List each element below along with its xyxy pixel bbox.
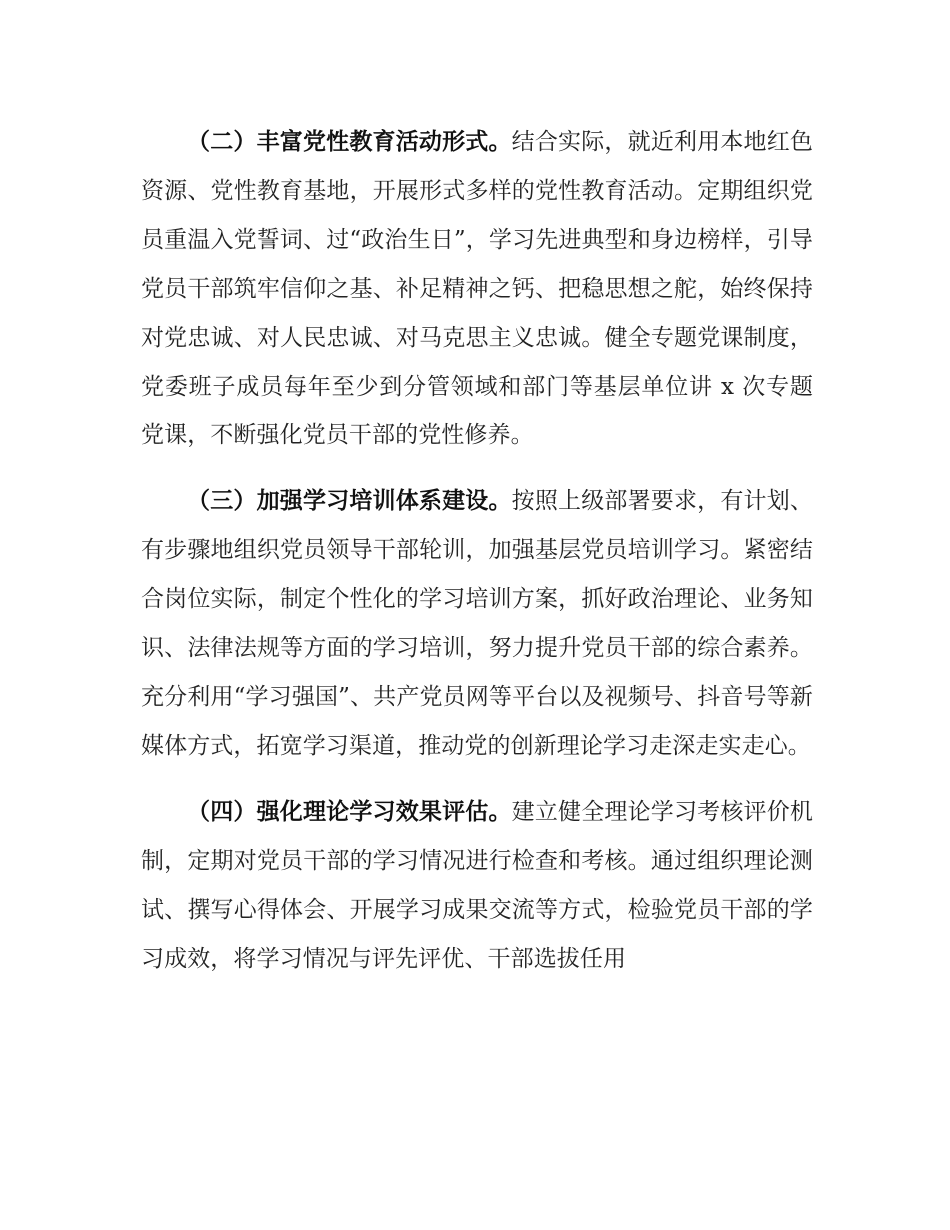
paragraph-heading: （二）丰富党性教育活动形式。	[187, 129, 512, 155]
paragraph-learning-evaluation	[141, 788, 813, 984]
paragraph-training-system	[141, 477, 813, 770]
paragraph-text: 建立健全理论学习考核评价机制，定期对党员干部的学习情况进行检查和考核。通过组织理论测试、撰写心得体会、开展学习成果交流等方式，检验党员干部的学习成效，将学习情况与评先评优、干部选拔任用	[141, 798, 813, 972]
paragraph-text: 结合实际，就近利用本地红色资源、党性教育基地，开展形式多样的党性教育活动。定期组织党员重温入党誓词、过“政治生日”，学习先进典型和身边榜样，引导党员干部筑牢信仰之基、补足精神之钙、把稳思想之舵，始终保持对党忠诚、对人民忠诚、对马克思主义忠诚。健全专题党课制度，党委班子成员每年至少到分管领域和部门等基层单位讲 x 次专题党课，不断强化党员干部的党性修养。	[141, 129, 813, 449]
document-body	[141, 118, 813, 983]
paragraph-heading: （四）强化理论学习效果评估。	[187, 798, 512, 825]
paragraph-heading: （三）加强学习培训体系建设。	[187, 488, 512, 515]
paragraph-text: 按照上级部署要求，有计划、有步骤地组织党员领导干部轮训，加强基层党员培训学习。紧密结合岗位实际，制定个性化的学习培训方案，抓好政治理论、业务知识、法律法规等方面的学习培训，努力提升党员干部的综合素养。充分利用“学习强国”、共产党员网等平台以及视频号、抖音号等新媒体方式，拓宽学习渠道，推动党的创新理论学习走深走实走心。	[141, 488, 813, 759]
paragraph-enrich-party-education	[141, 118, 813, 460]
